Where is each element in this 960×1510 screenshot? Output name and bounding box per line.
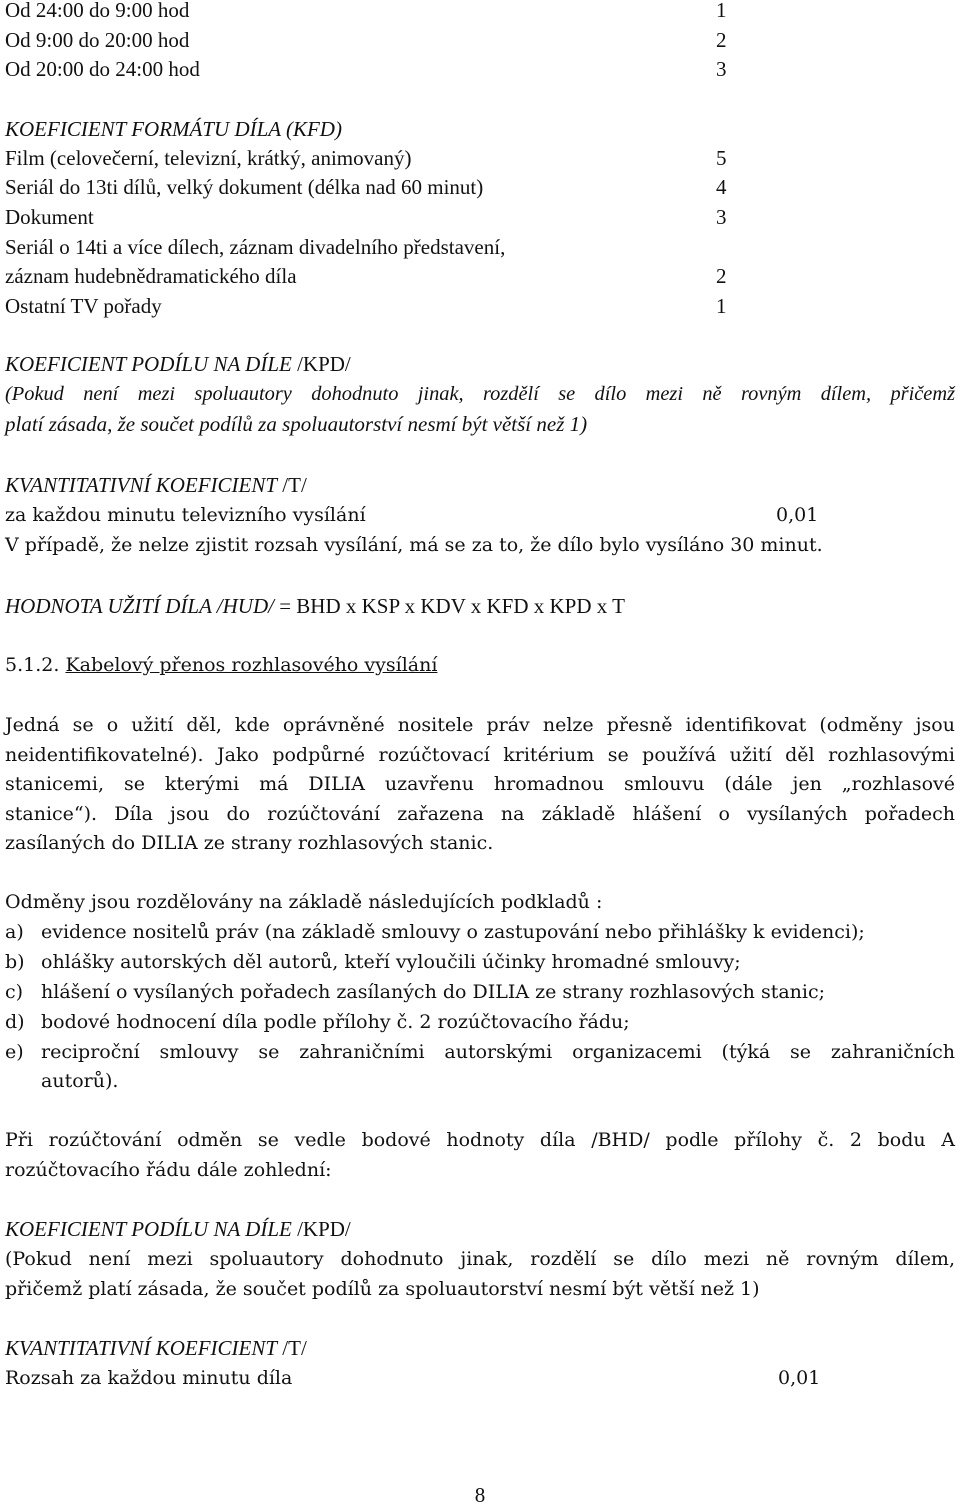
kt-row-value: 0,01 [776, 504, 819, 526]
para1-line: neidentifikovatelné). Jako podpůrné rozúčtovací kritérium se používá užití děl rozhlasovými [5, 744, 955, 766]
kt-row-value: 0,01 [778, 1367, 821, 1389]
para1-line: zasílaných do DILIA ze strany rozhlasových stanic. [5, 832, 494, 854]
kpd-heading [5, 349, 351, 379]
kfd-row-value: 5 [716, 146, 727, 170]
kfd-multi-value: 2 [716, 264, 727, 288]
kfd-multi-label-line2: záznam hudebnědramatického díla [5, 264, 297, 288]
hud-formula-line [5, 591, 625, 621]
kt-row-label: Rozsah za každou minutu díla [5, 1367, 293, 1389]
time-row-label: Od 24:00 do 9:00 hod [5, 0, 190, 22]
kpd-note-line1: (Pokud není mezi spoluautory dohodnuto jinak, rozdělí se dílo mezi ně rovným dílem, [5, 1248, 955, 1270]
para2-line: Při rozúčtování odměn se vedle bodové hodnoty díla /BHD/ podle přílohy č. 2 bodu A [5, 1129, 955, 1151]
list-item-mark: e) [5, 1041, 24, 1063]
kfd-row-label: Dokument [5, 205, 94, 229]
list-item-text: evidence nositelů práv (na základě smlouvy o zastupování nebo přihlášky k evidenci); [41, 921, 865, 943]
kfd-row-label: Seriál do 13ti dílů, velký dokument (délka nad 60 minut) [5, 175, 484, 199]
list-item-text: reciproční smlouvy se zahraničními autorskými organizacemi (týká se zahraničních [41, 1041, 955, 1063]
time-row-value: 1 [716, 0, 727, 22]
kt-heading-code: /T/ [282, 1336, 307, 1360]
kpd-heading-text: KOEFICIENT PODÍLU NA DÍLE [5, 1217, 292, 1241]
time-row-value: 3 [716, 57, 727, 81]
list-item-mark: c) [5, 981, 24, 1003]
hud-label: HODNOTA UŽITÍ DÍLA /HUD/ [5, 594, 274, 618]
para2-line: rozúčtovacího řádu dále zohlední: [5, 1159, 332, 1181]
hud-formula: = BHD x KSP x KDV x KFD x KPD x T [279, 594, 625, 618]
section-number: 5.1.2. [5, 654, 60, 676]
kt-heading-text: KVANTITATIVNÍ KOEFICIENT [5, 473, 278, 497]
kt-row-label: za každou minutu televizního vysílání [5, 504, 366, 526]
kpd-note-line1: (Pokud není mezi spoluautory dohodnuto jinak, rozdělí se dílo mezi ně rovným dílem, přičemž [5, 383, 955, 405]
list-item-mark: d) [5, 1011, 25, 1033]
kt-heading-text: KVANTITATIVNÍ KOEFICIENT [5, 1336, 278, 1360]
kfd-last-label: Ostatní TV pořady [5, 294, 162, 318]
list-intro: Odměny jsou rozdělovány na základě následujících podkladů : [5, 891, 603, 913]
page-number: 8 [474, 1483, 486, 1507]
kfd-multi-label-line1: Seriál o 14ti a více dílech, záznam divadelního představení, [5, 235, 506, 259]
list-item-mark: b) [5, 951, 25, 973]
kfd-row-value: 3 [716, 205, 727, 229]
section-heading [5, 650, 437, 680]
kfd-last-value: 1 [716, 294, 727, 318]
list-item-text: hlášení o vysílaných pořadech zasílaných do DILIA ze strany rozhlasových stanic; [41, 981, 826, 1003]
time-row-label: Od 9:00 do 20:00 hod [5, 28, 190, 52]
time-row-value: 2 [716, 28, 727, 52]
kt-heading-code: /T/ [282, 473, 307, 497]
kpd-heading [5, 1214, 351, 1244]
list-item-continuation: autorů). [41, 1070, 119, 1092]
list-item-text: bodové hodnocení díla podle přílohy č. 2 rozúčtovacího řádu; [41, 1011, 630, 1033]
kt-note: V případě, že nelze zjistit rozsah vysílání, má se za to, že dílo bylo vysíláno 30 minut. [5, 534, 823, 556]
kt-heading [5, 1333, 307, 1363]
para1-line: Jedná se o užití děl, kde oprávněné nositele práv nelze přesně identifikovat (odměny jsou [5, 714, 955, 736]
kpd-heading-text: KOEFICIENT PODÍLU NA DÍLE [5, 352, 292, 376]
kpd-heading-code: /KPD/ [297, 1217, 351, 1241]
para1-line: stanice“). Díla jsou do rozúčtování zařazena na základě hlášení o vysílaných pořadech [5, 803, 955, 825]
section-title: Kabelový přenos rozhlasového vysílání [65, 654, 438, 676]
kpd-heading-code: /KPD/ [297, 352, 351, 376]
list-item-text: ohlášky autorských děl autorů, kteří vyloučili účinky hromadné smlouvy; [41, 951, 741, 973]
kt-heading [5, 470, 307, 500]
kfd-row-label: Film (celovečerní, televizní, krátký, animovaný) [5, 146, 412, 170]
para1-line: stanicemi, se kterými má DILIA uzavřenu hromadnou smlouvu (dále jen „rozhlasové [5, 773, 955, 795]
kpd-note-line2: přičemž platí zásada, že součet podílů za spoluautorství nesmí být větší než 1) [5, 1278, 760, 1300]
list-item-mark: a) [5, 921, 24, 943]
kfd-heading: KOEFICIENT FORMÁTU DÍLA (KFD) [5, 117, 342, 141]
kfd-row-value: 4 [716, 175, 727, 199]
time-row-label: Od 20:00 do 24:00 hod [5, 57, 200, 81]
kpd-note-line2: platí zásada, že součet podílů za spoluautorství nesmí být větší než 1) [5, 412, 588, 436]
